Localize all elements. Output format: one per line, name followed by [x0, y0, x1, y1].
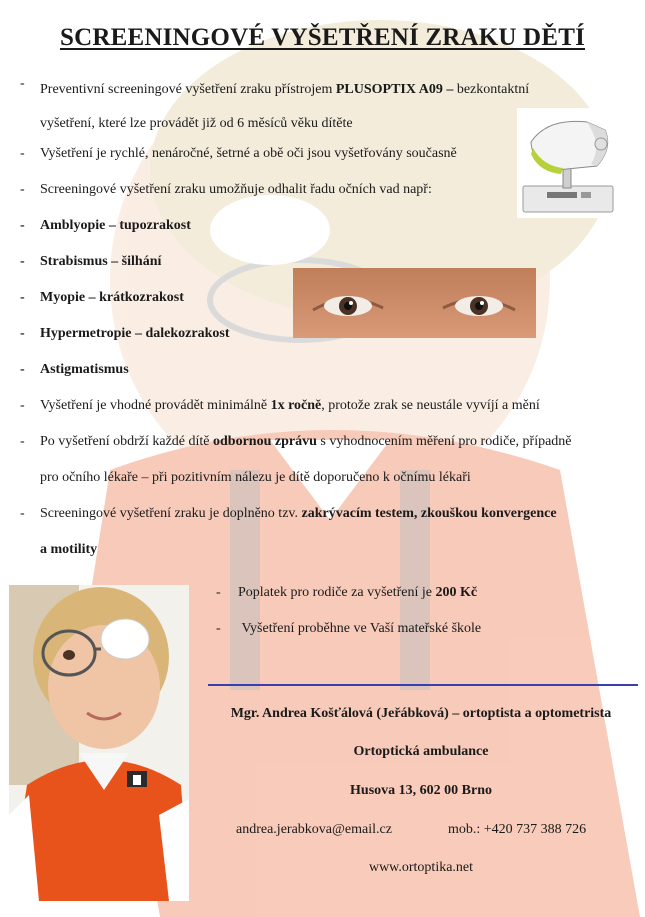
- bullet-hypermetropia: - Hypermetropie – dalekozrakost: [20, 326, 230, 341]
- bullet-myopia: - Myopie – krátkozrakost: [20, 290, 184, 305]
- bullet-cover-test: - Screeningové vyšetření zraku je doplněno tzv. zakrývacím testem, zkouškou konvergence a motility: [20, 506, 557, 557]
- contact-name: Mgr. Andrea Košťálová (Jeřábková) – ortoptista a optometrista: [230, 706, 612, 721]
- bullet-report: - Po vyšetření obdrží každé dítě odbornou zprávu s vyhodnocením měření pro rodiče, případně pro očního lékaře – při pozitivním nálezu je dítě doporučeno k očnímu lékaři: [20, 434, 572, 485]
- plusoptix-device-image: [517, 108, 619, 218]
- bullet-plusoptix: - Preventivní screeningové vyšetření zraku přístrojem PLUSOPTIX A09 – bezkontaktní vyšetření, které lze provádět již od 6 měsíců věku dítěte: [20, 76, 530, 131]
- clinic-address: Husova 13, 602 00 Brno: [350, 783, 492, 798]
- divider: [208, 684, 638, 686]
- bullet-yearly: - Vyšetření je vhodné provádět minimálně 1x ročně, protože zrak se neustále vyvíjí a mění: [20, 398, 540, 413]
- email-link[interactable]: andrea.jerabkova@email.cz: [236, 822, 392, 837]
- page-title: SCREENINGOVÉ VYŠETŘENÍ ZRAKU DĚTÍ: [59, 24, 585, 51]
- fee-item: - Poplatek pro rodiče za vyšetření je 200 Kč: [216, 585, 478, 600]
- bullet-amblyopia: - Amblyopie – tupozrakost: [20, 218, 191, 233]
- website-link[interactable]: www.ortoptika.net: [368, 860, 474, 875]
- eyes-closeup-image: [293, 268, 536, 338]
- contact-row: [236, 822, 636, 838]
- bullet-detects: - Screeningové vyšetření zraku umožňuje odhalit řadu očních vad např:: [20, 182, 432, 197]
- bullet-strabismus: - Strabismus – šilhání: [20, 254, 162, 269]
- bullet-astigmatism: - Astigmatismus: [20, 362, 129, 377]
- child-eyepatch-photo: [9, 585, 189, 901]
- bullet-quick: - Vyšetření je rychlé, nenáročné, šetrné a obě oči jsou vyšetřovány současně: [20, 146, 457, 161]
- phone-number: mob.: +420 737 388 726: [448, 822, 587, 837]
- clinic-name: Ortoptická ambulance: [353, 744, 489, 759]
- location-item: - Vyšetření proběhne ve Vaší mateřské škole: [216, 621, 482, 636]
